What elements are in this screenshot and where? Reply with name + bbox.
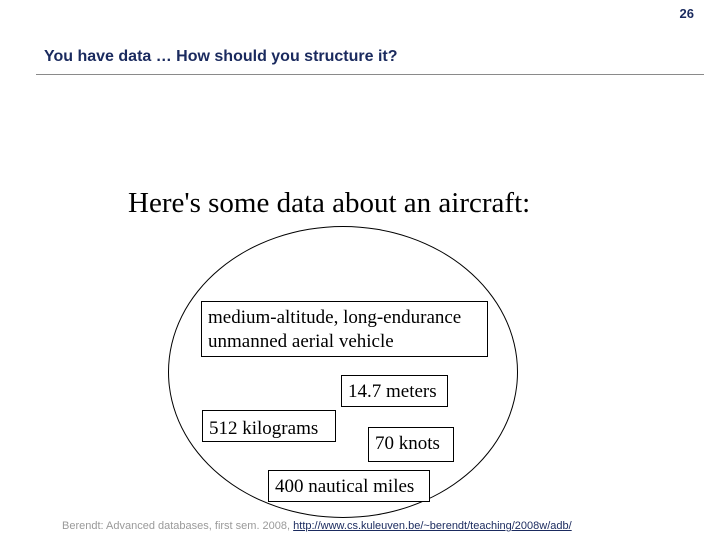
range-box: 400 nautical miles: [268, 470, 430, 502]
page-number: 26: [679, 6, 694, 21]
speed-box: 70 knots: [368, 427, 454, 462]
footer-credit: Berendt: Advanced databases, first sem. 2008,: [62, 520, 294, 532]
length-box: 14.7 meters: [341, 375, 448, 407]
footer: [62, 520, 572, 532]
uav-description-box: [201, 301, 488, 357]
title-divider: [36, 74, 704, 75]
footer-link[interactable]: http://www.cs.kuleuven.be/~berendt/teaching/2008w/adb/: [293, 520, 572, 532]
uav-description-line-2: unmanned aerial vehicle: [208, 331, 394, 352]
slide-title: You have data … How should you structure it?: [44, 48, 398, 65]
uav-description-line-1: medium-altitude, long-endurance: [208, 307, 462, 328]
aircraft-heading: Here's some data about an aircraft:: [128, 187, 531, 219]
weight-box: 512 kilograms: [202, 410, 336, 442]
